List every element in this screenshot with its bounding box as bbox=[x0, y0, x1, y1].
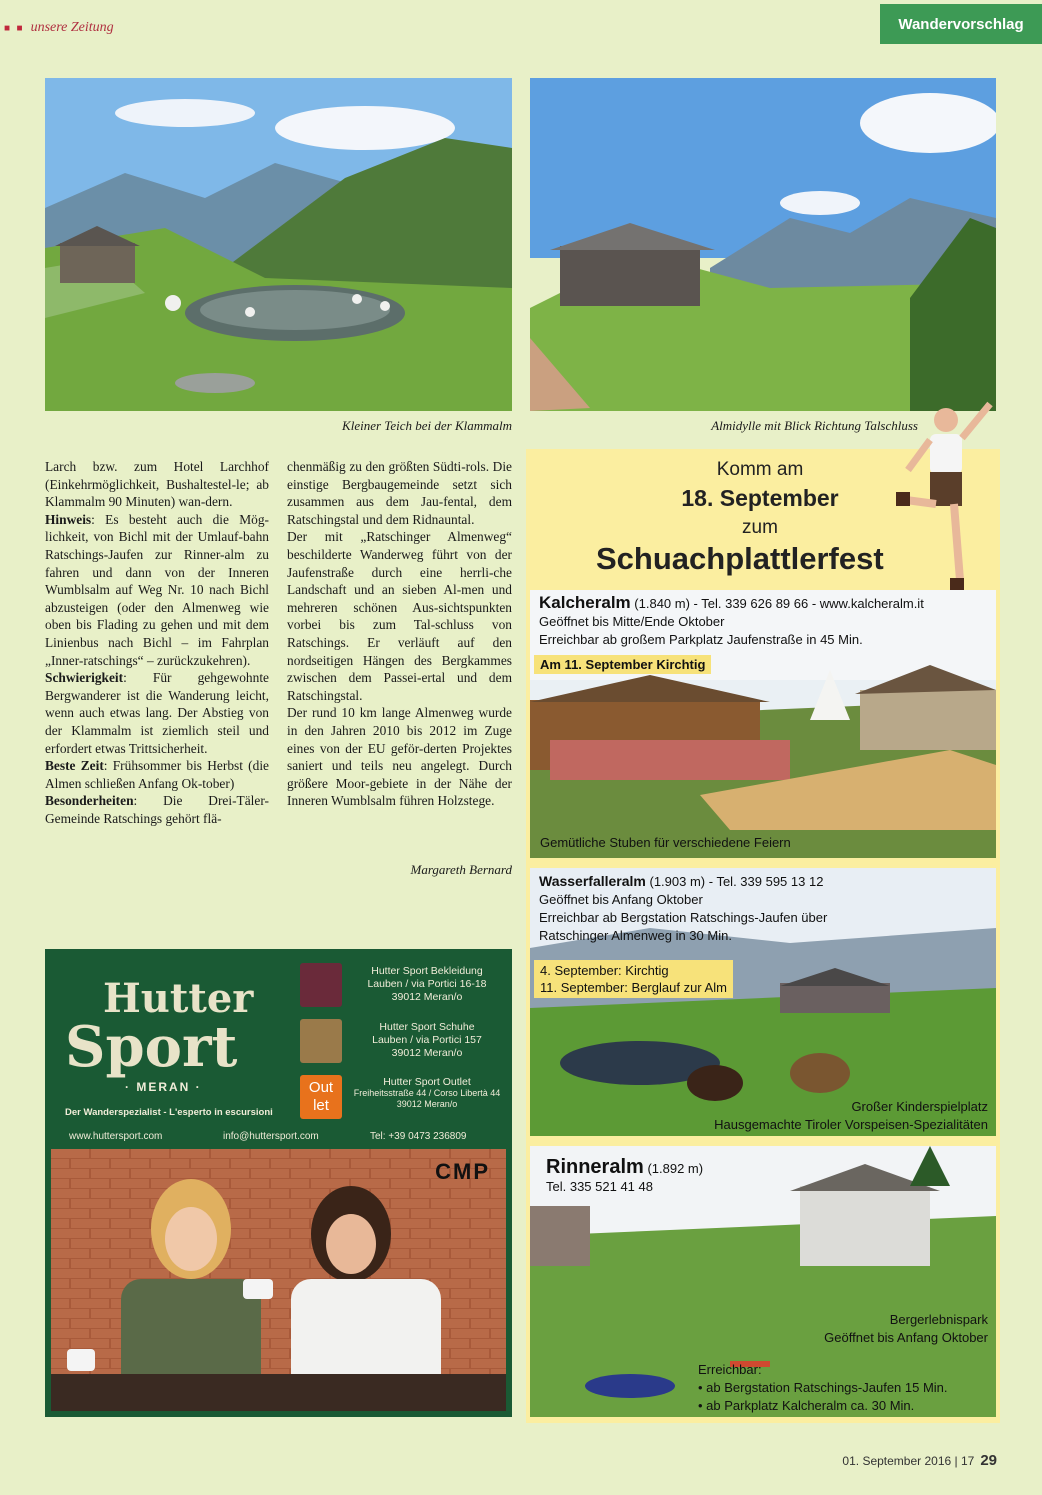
ad-web[interactable]: www.huttersport.com bbox=[69, 1131, 163, 1142]
rinneralm-reach-1: • ab Bergstation Ratschings-Jaufen 15 Min. bbox=[698, 1380, 948, 1395]
event-date: 18. September bbox=[681, 485, 839, 511]
paragraph-text: : Für gehgewohnte Bergwanderer ist die Wanderung leicht, wenn auch etwas lang. Der Abstieg von der Klammalm ist ziemlich steil und erfordert etwas Trittsicherheit. bbox=[45, 670, 269, 756]
brand-name: unsere Zeitung bbox=[30, 20, 114, 35]
wasserfalleralm-event-1: 4. September: Kirchtig bbox=[540, 963, 669, 978]
store-3-addr: Freiheitsstraße 44 / Corso Libertà 44 bbox=[353, 1088, 501, 1098]
store-1-name: Hutter Sport Bekleidung bbox=[371, 965, 483, 977]
page-footer bbox=[842, 1452, 997, 1469]
wasserfalleralm-open: Geöffnet bis Anfang Oktober bbox=[539, 892, 703, 907]
wasserfalleralm-name: Wasserfalleralm bbox=[539, 873, 646, 889]
paragraph-text: : Die Drei-Täler-Gemeinde Ratschings gehört flä- bbox=[45, 793, 269, 826]
paragraph-text: chenmäßig zu den größten Südti-rols. Die einstige Bergbaugemeinde setzt sich zusammen aus dem Jau-fental, dem Ratschingstal und dem Ridnauntal. bbox=[287, 459, 512, 527]
paragraph-text: Der rund 10 km lange Almenweg wurde in den Jahren 2010 bis 2012 im Zuge eines von der EU geför-derten Projektes saniert und teils neu angelegt. Durch größere Moor-gebiete in der Nähe der Inneren Wumblsalm führen Holzstege. bbox=[287, 705, 512, 809]
event-title: Schuachplattlerfest bbox=[596, 541, 884, 576]
rinneralm-card bbox=[530, 1146, 996, 1417]
store-3-name: Hutter Sport Outlet bbox=[383, 1076, 471, 1088]
store-2-city: 39012 Meran/o bbox=[391, 1047, 463, 1059]
event-line-3: zum bbox=[742, 517, 778, 538]
outlet-icon: Out let bbox=[300, 1075, 342, 1119]
store-2-addr: Lauben / via Portici 157 bbox=[372, 1034, 482, 1046]
wasserfalleralm-card bbox=[530, 868, 996, 1136]
article-paragraph bbox=[287, 458, 512, 528]
kalcheralm-reach: Erreichbar ab großem Parkplatz Jaufenstraße in 45 Min. bbox=[539, 632, 863, 647]
wasserfalleralm-note-2: Hausgemachte Tiroler Vorspeisen-Spezialitäten bbox=[714, 1117, 988, 1132]
article-paragraph bbox=[45, 669, 269, 757]
article-paragraph bbox=[45, 757, 269, 792]
dancer-figure bbox=[886, 400, 998, 600]
logo-word-1: Hutter bbox=[103, 975, 254, 1022]
store-1-city: 39012 Meran/o bbox=[391, 991, 463, 1003]
article-paragraph bbox=[45, 458, 269, 511]
article-paragraph bbox=[45, 792, 269, 827]
paragraph-heading: Besonderheiten bbox=[45, 793, 134, 809]
store-3-city: 39012 Meran/o bbox=[396, 1099, 458, 1109]
paragraph-text: Der mit „Ratschinger Almenweg“ beschilderte Wanderweg führt von der Jaufenstraße durch eine herrli-che Landschaft und an sieben Al-men und mehreren schönen Aus-sichtspunkten vorbei bis zum Tal-schluss von Ratschings. Er verläuft auf den nordseitigen Hängen des Bergkammes zwischen dem Passei-ertal und dem Ratschingstal. bbox=[287, 529, 512, 703]
ad-city: · MERAN · bbox=[125, 1080, 202, 1094]
article-paragraph bbox=[45, 511, 269, 669]
brand-logo: ■ ■ unsere Zeitung bbox=[4, 20, 114, 35]
article-column-1 bbox=[45, 458, 269, 827]
wasserfalleralm-reach-2: Ratschinger Almenweg in 30 Min. bbox=[539, 928, 732, 943]
kalcheralm-badge: Am 11. September Kirchtig bbox=[534, 655, 711, 674]
article-paragraph bbox=[287, 704, 512, 810]
ad-tagline: Der Wanderspezialist - L'esperto in escursioni bbox=[65, 1107, 273, 1118]
kalcheralm-open: Geöffnet bis Mitte/Ende Oktober bbox=[539, 614, 725, 629]
kalcheralm-details: (1.840 m) - Tel. 339 626 89 66 - www.kalcheralm.it bbox=[634, 596, 924, 611]
wasserfalleralm-event-2: 11. September: Berglauf zur Alm bbox=[540, 980, 727, 995]
store-outlet bbox=[300, 1075, 500, 1123]
rinneralm-reach-label: Erreichbar: bbox=[698, 1362, 762, 1377]
store-1-addr: Lauben / via Portici 16-18 bbox=[367, 978, 487, 990]
rinneralm-reach-2: • ab Parkplatz Kalcheralm ca. 30 Min. bbox=[698, 1398, 915, 1413]
store-2-name: Hutter Sport Schuhe bbox=[379, 1021, 475, 1033]
store-schuhe bbox=[300, 1019, 500, 1067]
event-line-1: Komm am bbox=[716, 459, 804, 480]
rinneralm-tel: Tel. 335 521 41 48 bbox=[546, 1179, 653, 1194]
paragraph-heading: Schwierigkeit bbox=[45, 670, 124, 686]
article-column-2 bbox=[287, 458, 512, 810]
ad-photo bbox=[51, 1149, 506, 1411]
kalcheralm-name: Kalcheralm bbox=[539, 593, 631, 612]
hutter-logo bbox=[65, 975, 254, 1080]
cmp-logo: CMP bbox=[435, 1159, 490, 1184]
kalcheralm-note: Gemütliche Stuben für verschiedene Feiern bbox=[540, 835, 791, 850]
rinneralm-height: (1.892 m) bbox=[647, 1161, 704, 1176]
paragraph-text: Larch bzw. zum Hotel Larchhof (Einkehrmöglichkeit, Bushaltestel-le; ab Klammalm 90 Minuten) wan-dern. bbox=[45, 459, 269, 510]
store-bekleidung bbox=[300, 963, 500, 1011]
rinneralm-park: Bergerlebnispark bbox=[889, 1312, 988, 1327]
article-paragraph bbox=[287, 528, 512, 704]
author-signature: Margareth Bernard bbox=[410, 862, 512, 877]
caption-left: Kleiner Teich bei der Klammalm bbox=[342, 418, 512, 433]
paragraph-heading: Beste Zeit bbox=[45, 758, 104, 774]
wasserfalleralm-note-1: Großer Kinderspielplatz bbox=[851, 1099, 988, 1114]
bekleidung-icon bbox=[300, 963, 342, 1007]
section-tag: Wandervorschlag bbox=[880, 4, 1042, 44]
page-number: 29 bbox=[980, 1452, 997, 1469]
photo-almidylle bbox=[530, 78, 996, 411]
logo-word-2: Sport bbox=[65, 1014, 238, 1080]
ad-tel: Tel: +39 0473 236809 bbox=[370, 1131, 467, 1142]
schuhe-icon bbox=[300, 1019, 342, 1063]
paragraph-text: : Frühsommer bis Herbst (die Almen schließen Anfang Ok-tober) bbox=[45, 758, 269, 791]
wasserfalleralm-details: (1.903 m) - Tel. 339 595 13 12 bbox=[649, 874, 824, 889]
rinneralm-name: Rinneralm bbox=[546, 1156, 644, 1178]
caption-right: Almidylle mit Blick Richtung Talschluss bbox=[711, 418, 918, 433]
rinneralm-open: Geöffnet bis Anfang Oktober bbox=[824, 1330, 988, 1345]
kalcheralm-card bbox=[530, 590, 996, 858]
photo-klammalm-pond bbox=[45, 78, 512, 411]
ad-email[interactable]: info@huttersport.com bbox=[223, 1131, 319, 1142]
wasserfalleralm-reach-1: Erreichbar ab Bergstation Ratschings-Jaufen über bbox=[539, 910, 828, 925]
wasserfalleralm-events bbox=[534, 960, 733, 998]
paragraph-text: : Es besteht auch die Mög-lichkeit, von Bichl mit der Umlauf-bahn Ratschings-Jaufen zur Rinner-alm zu fahren und dann von der Inneren Wumblsalm auf Weg Nr. 10 nach Bichl abzusteigen (oder den Almenweg wie oben bis Flading zu gehen und mit dem Linienbus nach Bichl – im Fahrplan „Inner-ratschings“ – zurückzukehren). bbox=[45, 511, 269, 668]
paragraph-heading: Hinweis bbox=[45, 511, 92, 527]
issue-date: 01. September 2016 | 17 bbox=[842, 1454, 975, 1468]
hutter-sport-ad bbox=[45, 949, 512, 1417]
